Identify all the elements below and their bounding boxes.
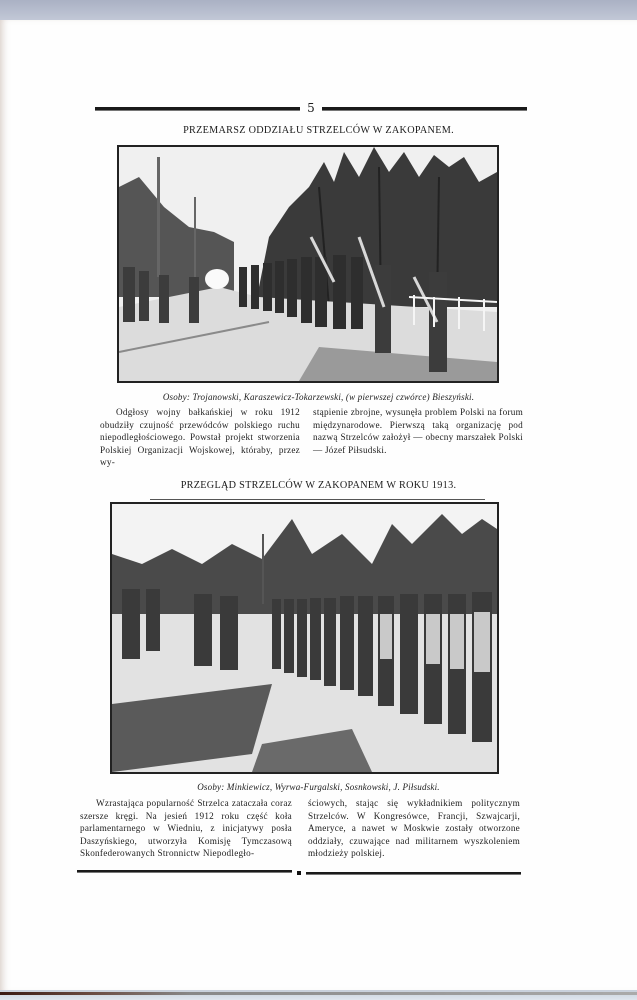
section1-text-right (313, 406, 523, 456)
header-rule-right (322, 107, 527, 111)
page-number: 5 (307, 101, 315, 115)
section2-heading: PRZEGLĄD STRZELCÓW W ZAKOPANEM W ROKU 1913. (180, 480, 457, 491)
review-of-riflemen-illustration (112, 504, 497, 772)
section1-paragraph-right: stąpienie zbrojne, wysunęła problem Polski na forum międzynarodowe. Pierwszą taką organizację pod nazwą Strzelców założył — obecny marszałek Polski — Józef Piłsudski. (313, 407, 523, 455)
section2-paragraph-left: Wzrastająca popularność Strzelca zataczała coraz szersze kręgi. Na jesień 1912 roku część koła parlamentarnego w Wiedniu, z inicjatywy posła Daszyńskiego, utworzyła Komisję Tymczasową Skonfederowanych Stronnictw Niepodległo- (80, 798, 292, 859)
section2-photo-caption: Osoby: Minkiewicz, Wyrwa-Furgalski, Sosnkowski, J. Piłsudski. (197, 782, 440, 792)
header-rule-left (95, 107, 300, 111)
footer-rule-right (306, 872, 521, 875)
section2-text-left (80, 797, 292, 860)
marching-riflemen-illustration (119, 147, 497, 381)
section1-paragraph-left: Odgłosy wojny bałkańskiej w roku 1912 obudziły czujność przewódców polskiego ruchu niepodległościowego. Powstał projekt stworzenia Polskiej Organizacji Wojskowej, któraby, przez wy- (100, 407, 300, 468)
section1-text-left (100, 406, 300, 469)
section2-heading-rule (150, 499, 485, 500)
section2-text-right (308, 797, 520, 860)
scan-background-top (0, 0, 637, 22)
section1-photo-caption: Osoby: Trojanowski, Karaszewicz-Tokarzewski, (w pierwszej czwórce) Bieszyński. (162, 392, 475, 402)
section1-heading: PRZEMARSZ ODDZIAŁU STRZELCÓW W ZAKOPANEM. (183, 125, 454, 136)
footer-ornament (297, 871, 301, 875)
section1-photo (117, 145, 499, 383)
section2-photo (110, 502, 499, 774)
footer-rule-left (77, 870, 292, 873)
section2-paragraph-right: ściowych, stając się wykładnikiem politycznym Strzelców. W Kongresówce, Francji, Szwajcarji, Ameryce, a nawet w Moskwie zostały otworzone oddziały, czuwające nad militarnem wyszkoleniem młodzieży polskiej. (308, 798, 520, 859)
next-page-edge (0, 992, 637, 995)
